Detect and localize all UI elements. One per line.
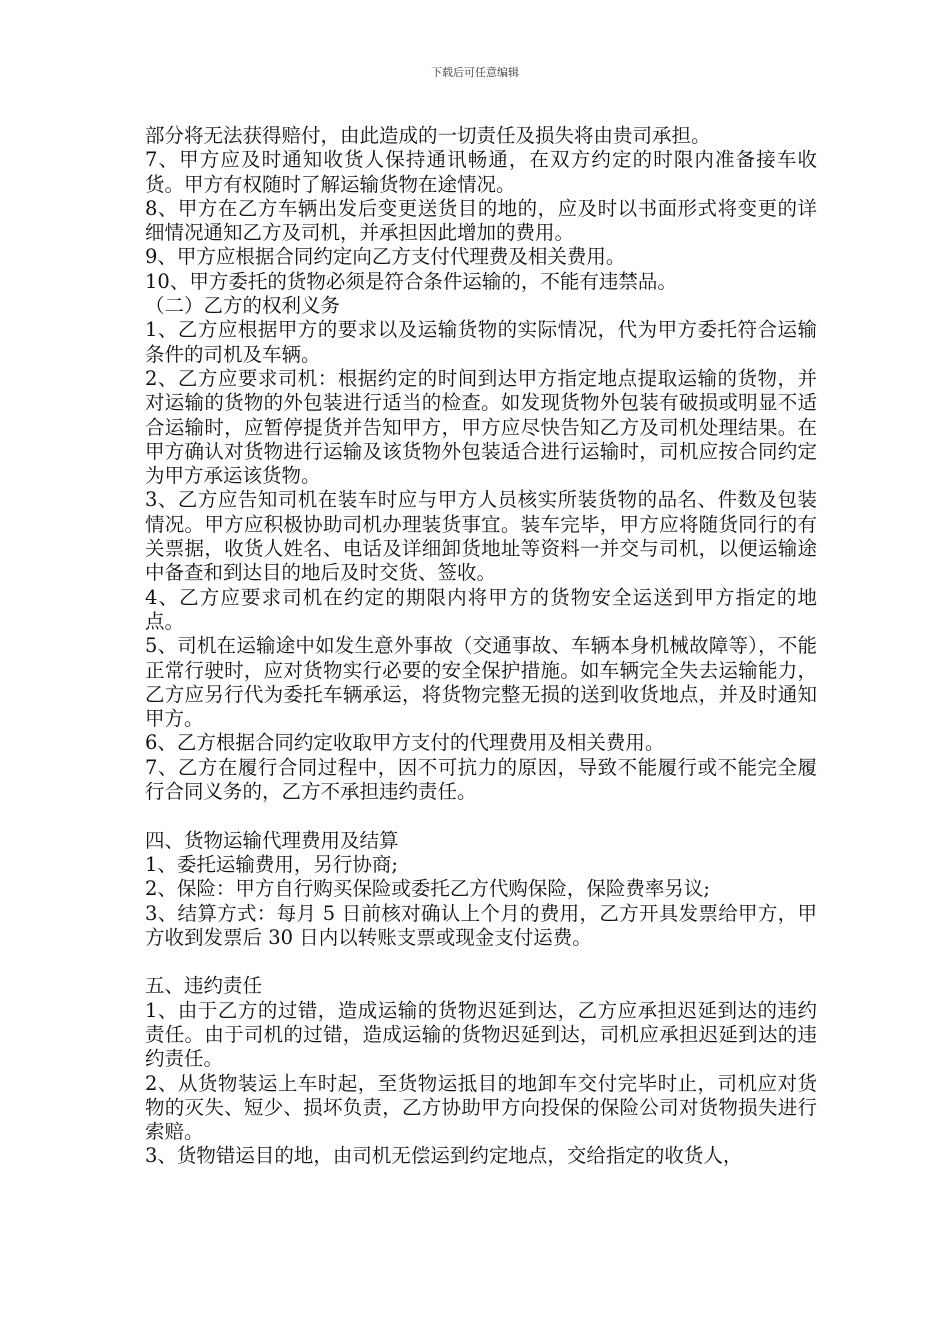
clause-fee2: 2、保险：甲方自行购买保险或委托乙方代购保险，保险费率另议; (145, 877, 710, 901)
clause-fee1: 1、委托运输费用，另行协商; (145, 852, 398, 876)
clause-b7: 7、乙方在履行合同过程中，因不可抗力的原因，导致不能履行或不能完全履行合同义务的，乙方不承担违约责任。 (145, 755, 817, 804)
clause-b4: 4、乙方应要求司机在约定的期限内将甲方的货物安全运送到甲方指定的地点。 (145, 585, 817, 633)
subsection-title-party-b: （二）乙方的权利义务 (145, 294, 341, 318)
paragraph-continued: 部分将无法获得赔付，由此造成的一切责任及损失将由贵司承担。 (145, 124, 711, 147)
clause-a7: 7、甲方应及时通知收货人保持通讯畅通，在双方约定的时限内准备接车收货。甲方有权随时了解运输货物在途情况。 (145, 148, 817, 196)
document-body (145, 124, 817, 1169)
clause-a9: 9、甲方应根据合同约定向乙方支付代理费及相关费用。 (145, 245, 626, 269)
clause-b6: 6、乙方根据合同约定收取甲方支付的代理费用及相关费用。 (145, 731, 665, 755)
section-title-liability: 五、违约责任 (145, 974, 263, 998)
clause-b1: 1、乙方应根据甲方的要求以及运输货物的实际情况，代为甲方委托符合运输条件的司机及车辆。 (145, 318, 817, 366)
clause-b2: 2、乙方应要求司机：根据约定的时间到达甲方指定地点提取运输的货物，并对运输的货物的外包装进行适当的检查。如发现货物外包装有破损或明显不适合运输时，应暂停提货并告知甲方，甲方应尽快告知乙方及司机处理结果。在甲方确认对货物进行运输及该货物外包装适合进行运输时，司机应按合同约定为甲方承运该货物。 (145, 366, 817, 488)
clause-b5: 5、司机在运输途中如发生意外事故（交通事故、车辆本身机械故障等），不能正常行驶时，应对货物实行必要的安全保护措施。如车辆完全失去运输能力，乙方应另行代为委托车辆承运，将货物完整无损的送到收货地点，并及时通知甲方。 (145, 634, 817, 731)
clause-a10: 10、甲方委托的货物必须是符合条件运输的，不能有违禁品。 (145, 269, 677, 293)
clause-fee3: 3、结算方式：每月 5 日前核对确认上个月的费用，乙方开具发票给甲方，甲方收到发票后 30 日内以转账支票或现金支付运费。 (145, 901, 817, 949)
clause-liab3: 3、货物错运目的地，由司机无偿运到约定地点，交给指定的收货人， (145, 1144, 743, 1168)
clause-liab2: 2、从货物装运上车时起，至货物运抵目的地卸车交付完毕时止，司机应对货物的灭失、短少、损坏负责，乙方协助甲方向投保的保险公司对货物损失进行索赔。 (145, 1071, 817, 1144)
clause-b3: 3、乙方应告知司机在装车时应与甲方人员核实所装货物的品名、件数及包装情况。甲方应积极协助司机办理装货事宜。装车完毕，甲方应将随货同行的有关票据，收货人姓名、电话及详细卸货地址等资料一并交与司机，以便运输途中备查和到达目的地后及时交货、签收。 (145, 488, 817, 585)
clause-a8: 8、甲方在乙方车辆出发后变更送货目的地的，应及时以书面形式将变更的详细情况通知乙方及司机，并承担因此增加的费用。 (145, 196, 817, 245)
page-header-note: 下载后可任意编辑 (431, 66, 519, 79)
clause-liab1: 1、由于乙方的过错，造成运输的货物迟延到达，乙方应承担迟延到达的违约责任。由于司机的过错，造成运输的货物迟延到达，司机应承担迟延到达的违约责任。 (145, 998, 817, 1071)
section-title-fees: 四、货物运输代理费用及结算 (145, 828, 399, 852)
